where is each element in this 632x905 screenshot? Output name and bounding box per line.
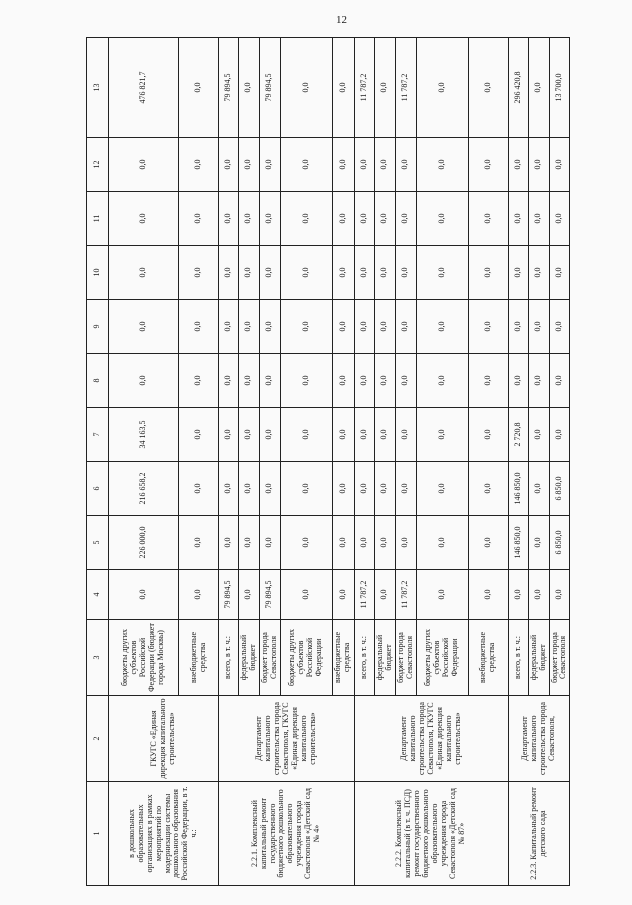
value-cell: 0,0	[416, 192, 468, 246]
value-cell: 0,0	[259, 354, 280, 408]
value-cell: 0,0	[395, 192, 416, 246]
column-number-cell: 5	[87, 516, 109, 570]
value-cell: 79 894,5	[259, 570, 280, 620]
value-cell: 0,0	[416, 408, 468, 462]
value-cell: 0,0	[179, 300, 219, 354]
value-cell: 79 894,5	[219, 38, 239, 138]
value-cell: 0,0	[280, 138, 332, 192]
value-cell: 0,0	[332, 38, 354, 138]
funding-source-cell: всего, в т. ч.:	[219, 620, 239, 696]
value-cell: 0,0	[468, 408, 508, 462]
value-cell: 0,0	[354, 300, 374, 354]
value-cell: 34 163,5	[109, 408, 179, 462]
value-cell: 0,0	[549, 300, 570, 354]
value-cell: 0,0	[468, 462, 508, 516]
value-cell: 0,0	[332, 408, 354, 462]
header-row	[87, 38, 109, 886]
executor-cell: Департамент капитального строительства города Севастополя, ГКУГС «Единая дирекция капитального строительства»	[354, 696, 508, 782]
value-cell: 0,0	[239, 246, 260, 300]
value-cell: 296 420,8	[508, 38, 528, 138]
value-cell: 0,0	[374, 138, 395, 192]
value-cell: 0,0	[219, 300, 239, 354]
funding-source-cell: внебюджетные средства	[179, 620, 219, 696]
table-row	[508, 38, 528, 886]
value-cell: 0,0	[332, 246, 354, 300]
value-cell: 0,0	[280, 192, 332, 246]
value-cell: 0,0	[280, 462, 332, 516]
funding-source-cell: федеральный бюджет	[239, 620, 260, 696]
value-cell: 0,0	[179, 354, 219, 408]
value-cell: 0,0	[354, 408, 374, 462]
value-cell: 0,0	[528, 408, 549, 462]
value-cell: 79 894,5	[219, 570, 239, 620]
program-table-area	[86, 38, 568, 886]
value-cell: 216 658,2	[109, 462, 179, 516]
value-cell: 0,0	[416, 462, 468, 516]
value-cell: 0,0	[332, 192, 354, 246]
value-cell: 0,0	[395, 462, 416, 516]
value-cell: 0,0	[280, 354, 332, 408]
value-cell: 0,0	[354, 462, 374, 516]
value-cell: 0,0	[374, 38, 395, 138]
value-cell: 0,0	[109, 138, 179, 192]
value-cell: 0,0	[528, 38, 549, 138]
funding-source-cell: бюджет города Севастополя	[395, 620, 416, 696]
value-cell: 0,0	[219, 462, 239, 516]
value-cell: 0,0	[109, 246, 179, 300]
value-cell: 0,0	[259, 516, 280, 570]
value-cell: 0,0	[468, 300, 508, 354]
value-cell: 0,0	[219, 246, 239, 300]
value-cell: 0,0	[528, 516, 549, 570]
value-cell: 0,0	[416, 570, 468, 620]
value-cell: 0,0	[259, 300, 280, 354]
value-cell: 0,0	[374, 354, 395, 408]
value-cell: 0,0	[549, 408, 570, 462]
value-cell: 0,0	[528, 246, 549, 300]
column-number-cell: 7	[87, 408, 109, 462]
value-cell: 0,0	[259, 192, 280, 246]
value-cell: 0,0	[528, 300, 549, 354]
value-cell: 0,0	[468, 192, 508, 246]
value-cell: 0,0	[239, 408, 260, 462]
value-cell: 0,0	[239, 516, 260, 570]
value-cell: 0,0	[468, 354, 508, 408]
value-cell: 0,0	[549, 192, 570, 246]
value-cell: 0,0	[332, 570, 354, 620]
value-cell: 0,0	[354, 516, 374, 570]
value-cell: 0,0	[179, 570, 219, 620]
value-cell: 6 850,0	[549, 462, 570, 516]
value-cell: 0,0	[508, 246, 528, 300]
value-cell: 0,0	[239, 138, 260, 192]
value-cell: 0,0	[332, 516, 354, 570]
value-cell: 0,0	[179, 246, 219, 300]
page-number: 12	[336, 14, 347, 26]
value-cell: 13 700,0	[549, 38, 570, 138]
value-cell: 11 787,2	[395, 38, 416, 138]
value-cell: 0,0	[508, 138, 528, 192]
value-cell: 0,0	[416, 246, 468, 300]
table-row	[354, 38, 374, 886]
value-cell: 0,0	[395, 300, 416, 354]
measure-name-cell: 2.2.1. Комплексный капитальный ремонт государственного бюджетного дошкольного образовательного учреждения города Севастополя «Детский сад № 4»	[219, 782, 355, 886]
value-cell: 0,0	[395, 354, 416, 408]
value-cell: 226 000,0	[109, 516, 179, 570]
funding-source-cell: всего, в т. ч.:	[354, 620, 374, 696]
value-cell: 0,0	[219, 516, 239, 570]
value-cell: 0,0	[416, 516, 468, 570]
value-cell: 0,0	[280, 570, 332, 620]
table-row	[219, 38, 239, 886]
value-cell: 0,0	[219, 138, 239, 192]
value-cell: 0,0	[528, 462, 549, 516]
funding-source-cell: всего, в т. ч.:	[508, 620, 528, 696]
value-cell: 0,0	[508, 300, 528, 354]
column-number-cell: 10	[87, 246, 109, 300]
value-cell: 0,0	[374, 570, 395, 620]
value-cell: 0,0	[280, 408, 332, 462]
value-cell: 11 787,2	[354, 38, 374, 138]
value-cell: 0,0	[549, 246, 570, 300]
value-cell: 0,0	[179, 408, 219, 462]
column-number-cell: 11	[87, 192, 109, 246]
value-cell: 0,0	[468, 516, 508, 570]
funding-source-cell: внебюджетные средства	[468, 620, 508, 696]
value-cell: 11 787,2	[354, 570, 374, 620]
value-cell: 0,0	[416, 300, 468, 354]
funding-source-cell: федеральный бюджет	[374, 620, 395, 696]
value-cell: 0,0	[179, 192, 219, 246]
value-cell: 0,0	[395, 408, 416, 462]
column-number-cell: 3	[87, 620, 109, 696]
value-cell: 0,0	[395, 246, 416, 300]
value-cell: 2 720,8	[508, 408, 528, 462]
value-cell: 0,0	[374, 192, 395, 246]
value-cell: 0,0	[508, 354, 528, 408]
value-cell: 0,0	[354, 138, 374, 192]
funding-source-cell: бюджеты других субъектов Российской Федерации	[280, 620, 332, 696]
value-cell: 0,0	[332, 300, 354, 354]
executor-cell: Департамент капитального строительства города Севастополя, ГКУГС «Единая дирекция капитального строительства»	[219, 696, 355, 782]
table-row	[109, 38, 179, 886]
column-number-cell: 4	[87, 570, 109, 620]
funding-table	[86, 37, 570, 886]
measure-name-cell: 2.2.2. Комплексный капитальный (в т. ч. ПСД) ремонт государственного бюджетного дошкольного образовательного учреждения города Севастополя «Детский сад № 87»	[354, 782, 508, 886]
column-number-cell: 9	[87, 300, 109, 354]
value-cell: 0,0	[528, 354, 549, 408]
value-cell: 146 850,0	[508, 462, 528, 516]
measure-name-cell: 2.2.3. Капитальный ремонт детского сада	[508, 782, 570, 886]
value-cell: 0,0	[468, 138, 508, 192]
value-cell: 0,0	[259, 462, 280, 516]
value-cell: 0,0	[179, 516, 219, 570]
value-cell: 79 894,5	[259, 38, 280, 138]
value-cell: 0,0	[354, 192, 374, 246]
value-cell: 0,0	[332, 462, 354, 516]
value-cell: 0,0	[374, 516, 395, 570]
value-cell: 0,0	[109, 300, 179, 354]
value-cell: 0,0	[280, 246, 332, 300]
value-cell: 0,0	[468, 570, 508, 620]
value-cell: 0,0	[528, 192, 549, 246]
value-cell: 0,0	[508, 192, 528, 246]
value-cell: 0,0	[374, 408, 395, 462]
funding-source-cell: федеральный бюджет	[528, 620, 549, 696]
value-cell: 0,0	[549, 354, 570, 408]
value-cell: 0,0	[549, 570, 570, 620]
column-number-cell: 2	[87, 696, 109, 782]
value-cell: 0,0	[219, 354, 239, 408]
value-cell: 476 821,7	[109, 38, 179, 138]
funding-source-cell: бюджет города Севастополя	[549, 620, 570, 696]
value-cell: 0,0	[239, 192, 260, 246]
value-cell: 0,0	[416, 354, 468, 408]
value-cell: 0,0	[239, 300, 260, 354]
value-cell: 0,0	[374, 300, 395, 354]
executor-cell: ГКУГС «Единая дирекция капитального строительства»	[109, 696, 219, 782]
value-cell: 0,0	[508, 570, 528, 620]
value-cell: 0,0	[332, 354, 354, 408]
funding-source-cell: бюджет города Севастополя	[259, 620, 280, 696]
value-cell: 0,0	[259, 408, 280, 462]
value-cell: 0,0	[280, 38, 332, 138]
value-cell: 6 850,0	[549, 516, 570, 570]
value-cell: 0,0	[528, 570, 549, 620]
value-cell: 0,0	[109, 570, 179, 620]
value-cell: 0,0	[109, 192, 179, 246]
value-cell: 0,0	[395, 516, 416, 570]
measure-name-cell: в дошкольных образовательных организациях в рамках мероприятий по модернизации системы дошкольного образования Российской Федерации, в т. ч.:	[109, 782, 219, 886]
column-number-cell: 8	[87, 354, 109, 408]
value-cell: 0,0	[528, 138, 549, 192]
funding-source-cell: бюджеты других субъектов Российской Федерации	[416, 620, 468, 696]
value-cell: 0,0	[239, 38, 260, 138]
value-cell: 146 850,0	[508, 516, 528, 570]
value-cell: 0,0	[219, 408, 239, 462]
value-cell: 0,0	[109, 354, 179, 408]
value-cell: 0,0	[468, 246, 508, 300]
column-number-cell: 13	[87, 38, 109, 138]
value-cell: 0,0	[354, 246, 374, 300]
value-cell: 0,0	[374, 462, 395, 516]
value-cell: 0,0	[549, 138, 570, 192]
value-cell: 0,0	[179, 38, 219, 138]
value-cell: 0,0	[280, 516, 332, 570]
value-cell: 0,0	[354, 354, 374, 408]
column-number-cell: 6	[87, 462, 109, 516]
value-cell: 0,0	[416, 138, 468, 192]
funding-source-cell: бюджеты других субъектов Российской Федерации (бюджет города Москвы)	[109, 620, 179, 696]
value-cell: 11 787,2	[395, 570, 416, 620]
value-cell: 0,0	[239, 570, 260, 620]
column-number-cell: 1	[87, 782, 109, 886]
value-cell: 0,0	[395, 138, 416, 192]
funding-source-cell: внебюджетные средства	[332, 620, 354, 696]
value-cell: 0,0	[374, 246, 395, 300]
value-cell: 0,0	[332, 138, 354, 192]
value-cell: 0,0	[179, 138, 219, 192]
value-cell: 0,0	[259, 138, 280, 192]
value-cell: 0,0	[468, 38, 508, 138]
value-cell: 0,0	[239, 462, 260, 516]
value-cell: 0,0	[239, 354, 260, 408]
value-cell: 0,0	[280, 300, 332, 354]
value-cell: 0,0	[179, 462, 219, 516]
executor-cell: Департамент капитального строительства города Севастополя,	[508, 696, 570, 782]
column-number-cell: 12	[87, 138, 109, 192]
value-cell: 0,0	[416, 38, 468, 138]
value-cell: 0,0	[219, 192, 239, 246]
value-cell: 0,0	[259, 246, 280, 300]
